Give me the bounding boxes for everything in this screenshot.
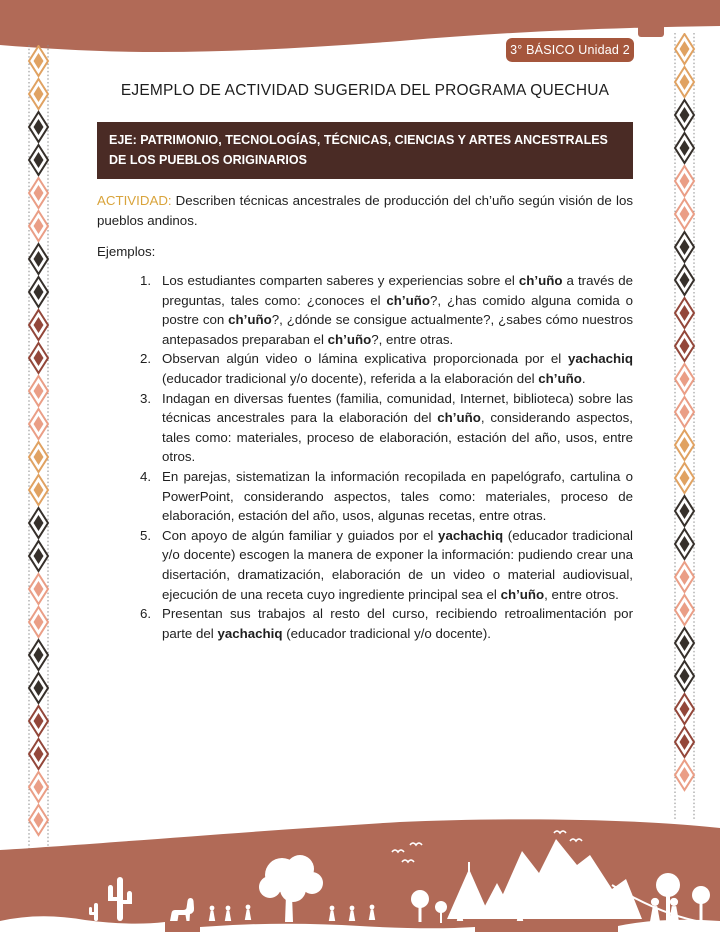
list-item: Los estudiantes comparten saberes y experiencias sobre el ch’uño a través de preguntas, tales como: ¿conoces el ch’uño?, ¿has comido alguna comida o postre con ch’uño?, ¿dónde se consigue actualmente?, ¿sabes cómo nuestros antepasados preparaban el ch’uño?, entre otras. [162,273,634,347]
left-border-pattern [26,45,51,850]
activity-label: ACTIVIDAD: [97,193,172,208]
bottom-band [0,817,720,932]
activity-paragraph [97,191,633,230]
examples-section [97,271,633,643]
examples-list [97,271,633,643]
list-item: Observan algún video o lámina explicativa proporcionada por el yachachiq (educador tradicional y/o docente), referida a la elaboración del ch’uño. [162,351,633,386]
examples-heading: Ejemplos: [97,244,156,259]
list-item: Presentan sus trabajos al resto del curso, recibiendo retroalimentación por parte del yachachiq (educador tradicional y/o docente). [162,606,633,641]
eje-banner: EJE: PATRIMONIO, TECNOLOGÍAS, TÉCNICAS, CIENCIAS Y ARTES ANCESTRALES DE LOS PUEBLOS ORIGINARIOS [97,122,633,179]
list-item: Con apoyo de algún familiar y guiados por el yachachiq (educador tradicional y/o docente) escogen la manera de exponer la información: pudiendo crear una disertación, dramatización, elaboración de un video o material audiovisual, ejecución de una receta cuyo ingrediente principal sea el ch’uño, entre otros. [162,527,634,602]
list-item: En parejas, sistematizan la información recopilada en papelógrafo, cartulina o PowerPoint, considerando aspectos, tales como: materiales, proceso de elaboración, estación del año, usos, algunas recetas, entre otras. [162,468,633,524]
badge-tab [638,18,664,37]
list-item: Indagan en diversas fuentes (familia, comunidad, Internet, biblioteca) sobre las técnicas ancestrales para la elaboración del ch’uño, considerando aspectos, tales como: materiales, proceso de elaboración, estación del año, usos, entre otros. [162,390,634,465]
page-title: EJEMPLO DE ACTIVIDAD SUGERIDA DEL PROGRAMA QUECHUA [120,82,610,99]
unit-badge: 3° BÁSICO Unidad 2 [506,38,634,62]
activity-text: Describen técnicas ancestrales de producción del ch’uño según visión de los pueblos andinos. [97,193,633,228]
right-border-pattern [672,33,697,820]
